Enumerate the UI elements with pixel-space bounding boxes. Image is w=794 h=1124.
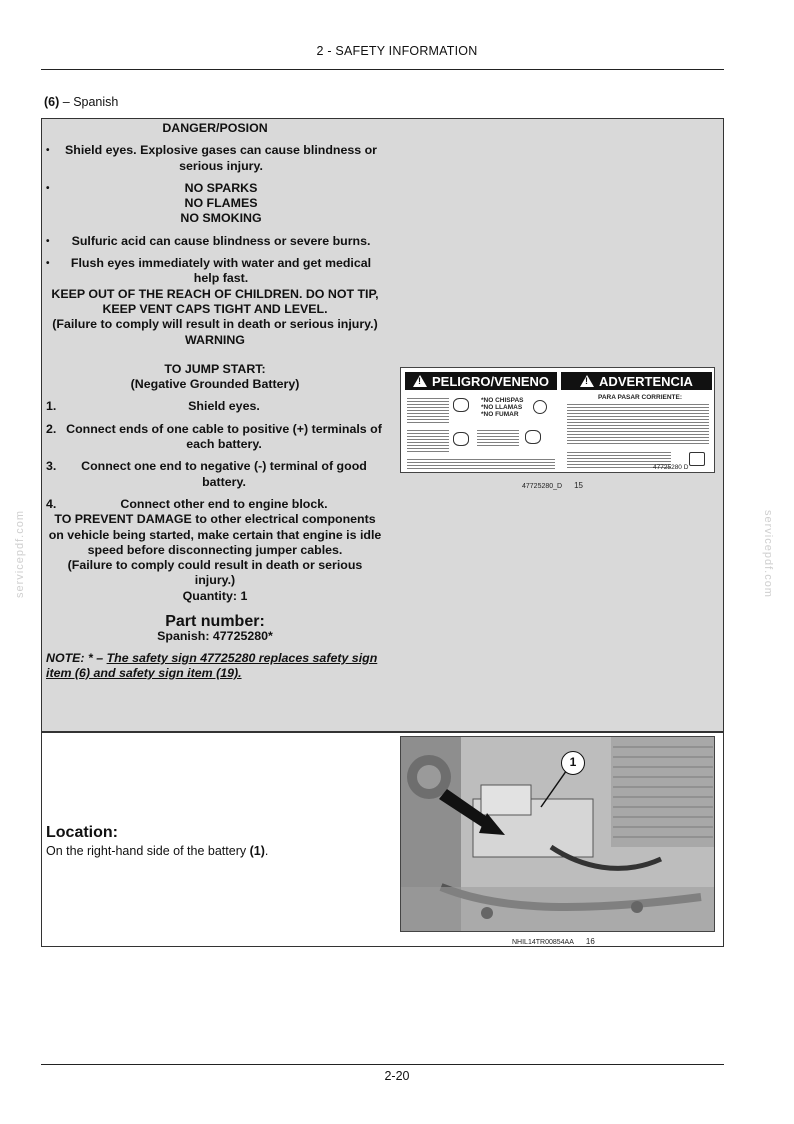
- header-rule: [41, 69, 724, 70]
- decal-no-sparks: *NO CHISPAS: [481, 397, 524, 404]
- no-smoking: NO SMOKING: [180, 211, 262, 226]
- location-text: On the right-hand side of the battery (1).: [46, 844, 269, 858]
- no-sparks: NO SPARKS: [184, 180, 258, 195]
- item-number: (6): [44, 95, 60, 109]
- keep-out-text: KEEP OUT OF THE REACH OF CHILDREN. DO NOT TIP, KEEP VENT CAPS TIGHT AND LEVEL.: [51, 286, 379, 316]
- jump-start-title: TO JUMP START:: [164, 361, 266, 376]
- failure-text-2: (Failure to comply could result in death or serious injury.): [67, 558, 363, 588]
- location-row: [41, 732, 724, 947]
- decal-fine-print: [407, 457, 555, 469]
- danger-bullet-4: • Flush eyes immediately with water and get medical help fast.: [46, 256, 372, 286]
- safety-decal-image: [400, 367, 715, 473]
- note-prefix: NOTE: * –: [46, 650, 107, 665]
- danger-title: DANGER/POSION: [162, 121, 268, 135]
- note: [46, 651, 384, 682]
- decal-danger-banner: ! PELIGRO/VENENO: [405, 372, 557, 390]
- jump-start-subtitle: (Negative Grounded Battery): [130, 377, 300, 392]
- acid-icon: [453, 432, 469, 446]
- danger-bullet-2: • NO SPARKS NO FLAMES NO SMOKING: [46, 180, 262, 226]
- location-heading: Location:: [46, 824, 118, 841]
- decal-no-smoking: *NO FUMAR: [481, 411, 519, 418]
- step-1: 1. Shield eyes.: [46, 399, 260, 414]
- danger-bullet-1: • Shield eyes. Explosive gases can cause blindness or serious injury.: [46, 143, 377, 173]
- callout-1: 1: [561, 751, 585, 775]
- prevent-damage-text: TO PREVENT DAMAGE to other electrical components on vehicle being started, make certain that engine is idle speed before disconnecting jumper cables.: [48, 512, 382, 557]
- safety-sign-row: [41, 118, 724, 732]
- decal-warning-banner: ! ADVERTENCIA: [561, 372, 712, 390]
- page-number: 2-20: [384, 1069, 410, 1083]
- item-dash: –: [59, 95, 74, 109]
- decal-jump-title: PARA PASAR CORRIENTE:: [597, 394, 683, 401]
- part-number-heading: Part number:: [165, 613, 265, 631]
- decal-fine-print: [407, 396, 449, 424]
- eye-wash-icon: [525, 430, 541, 444]
- no-flames: NO FLAMES: [184, 196, 258, 211]
- note-text: The safety sign 47725280 replaces safety sign item (6) and safety sign item (19).: [46, 650, 378, 680]
- decal-part-code: 47725280 D: [653, 464, 689, 471]
- explosion-icon: [453, 398, 469, 412]
- quantity: Quantity: 1: [182, 588, 248, 603]
- footer-rule: [41, 1064, 724, 1065]
- item-label: [44, 95, 118, 109]
- decal-fine-print: [407, 428, 449, 454]
- photo-caption: NHIL14TR00854AA 16: [512, 937, 595, 946]
- decal-no-flames: *NO LLAMAS: [481, 404, 523, 411]
- danger-bullet-3: • Sulfuric acid can cause blindness or severe burns.: [46, 233, 371, 248]
- item-language: Spanish: [73, 95, 119, 109]
- decal-fine-print: [477, 428, 519, 448]
- engine-bay-photo: [401, 737, 715, 932]
- part-number-spanish: Spanish: 47725280*: [157, 629, 273, 644]
- failure-text-1: (Failure to comply will result in death or serious injury.): [52, 317, 378, 332]
- warning-triangle-icon: [580, 375, 594, 387]
- step-4: 4. Connect other end to engine block.: [46, 496, 328, 511]
- warning-title: WARNING: [185, 332, 245, 347]
- manual-book-icon: [689, 452, 705, 466]
- decal-caption: 47725280_D 15: [522, 481, 583, 490]
- warning-triangle-icon: [413, 375, 427, 387]
- battery-ref: (1): [249, 844, 265, 858]
- watermark-right: servicepdf.com: [762, 510, 774, 598]
- battery-location-photo: [400, 736, 715, 932]
- watermark-left: servicepdf.com: [14, 510, 26, 598]
- decal-fine-print: [567, 402, 709, 446]
- step-3: 3. Connect one end to negative (-) terminal of good battery.: [46, 459, 367, 489]
- step-2: 2. Connect ends of one cable to positive (+) terminals of each battery.: [46, 421, 382, 452]
- no-smoking-icon: [533, 400, 547, 414]
- page-header: 2 - SAFETY INFORMATION: [316, 44, 478, 58]
- sign-text-block: [46, 121, 384, 681]
